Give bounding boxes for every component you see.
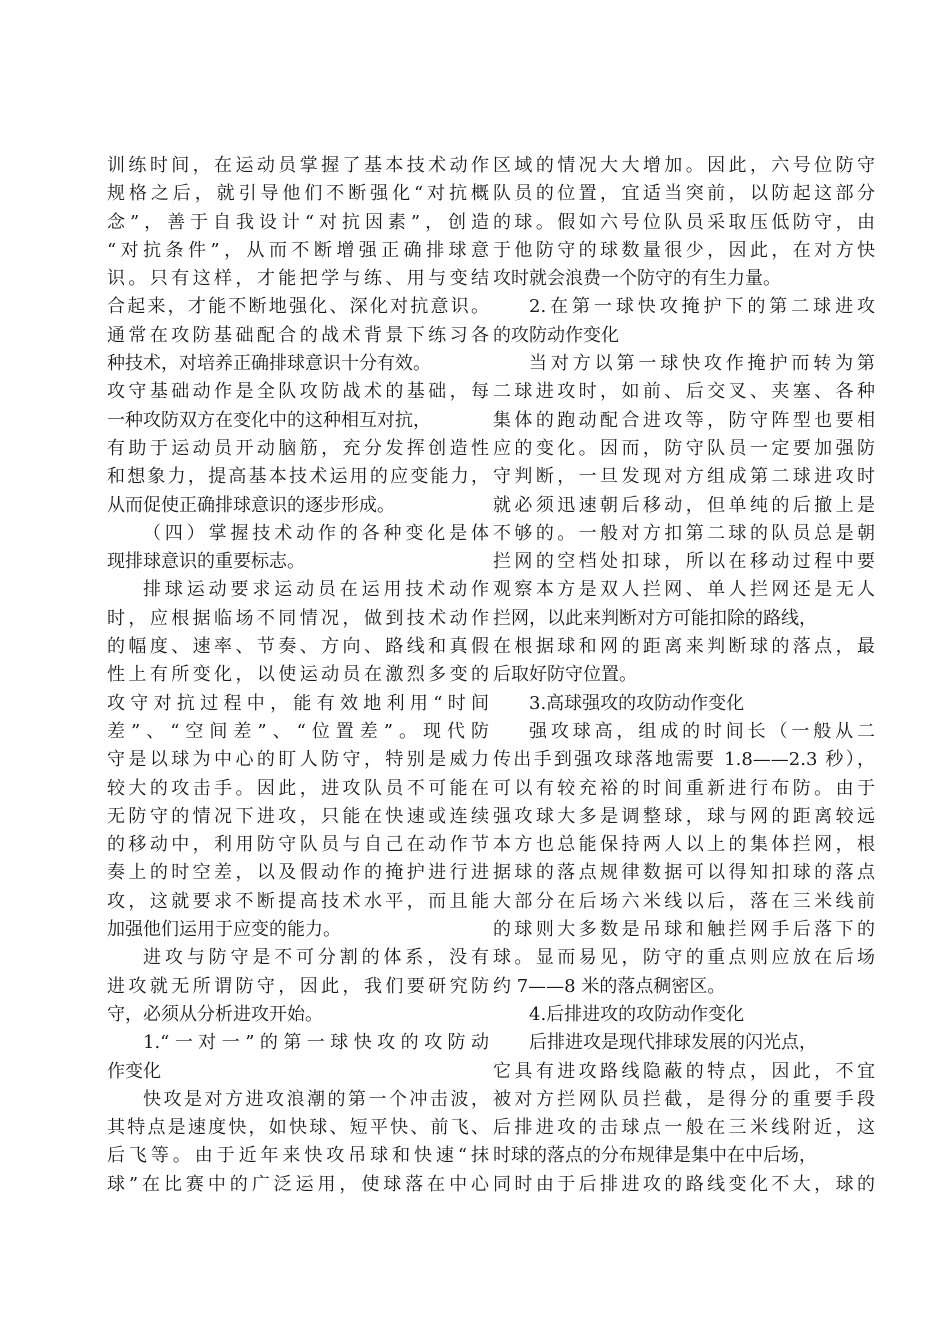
text-line: （四）掌握技术动作的各种变化是体	[143, 522, 489, 544]
text-line: 约 7——8 米的落点稠密区。	[493, 975, 726, 997]
text-line: 球。显而易见，防守的重点则应放在后场	[493, 947, 875, 969]
text-line: 较大的攻击手。因此，进攻队员不可能在	[107, 777, 489, 799]
text-line: 就必须迅速朝后移动，但单纯的后撤上是	[493, 494, 875, 516]
text-line: 大部分在后场六米线以后，落在三米线前	[493, 890, 875, 912]
text-line: 传出手到强攻球落地需要 1.8——2.3 秒），	[493, 749, 875, 771]
text-line: 当对方以第一球快攻作掩护而转为第	[529, 353, 875, 375]
text-line: 它具有进攻路线隐蔽的特点，因此，不宜	[493, 1060, 875, 1082]
text-line: 二球进攻时，如前、后交叉、夹塞、各种	[493, 381, 875, 403]
text-line: 1.“一对一”的第一球快攻的攻防动	[143, 1032, 489, 1054]
text-line: 观察本方是双人拦网、单人拦网还是无人	[493, 579, 875, 601]
text-line: 4.后排进攻的攻防动作变化	[529, 1003, 745, 1025]
text-line: 同时由于后排进攻的路线变化不大，球的	[493, 1173, 875, 1195]
text-line: 的球。假如六号位队员采取压低防守，由	[493, 211, 875, 233]
text-line: 一种攻防双方在变化中的这种相互对抗，	[107, 409, 431, 431]
text-line: 奏上的时空差，以及假动作的掩护进行进	[107, 862, 489, 884]
text-line: 强攻球大多是调整球，球与网的距离较远	[493, 805, 875, 827]
text-line: 应的变化。因而，防守队员一定要加强防	[493, 437, 875, 459]
text-line: 在根据球和网的距离来判断球的落点，最	[493, 636, 875, 658]
text-line: 作变化	[107, 1060, 161, 1082]
text-line: 通常在攻防基础配合的战术背景下练习各	[107, 324, 489, 346]
text-line: 守是以球为中心的盯人防守，特别是威力	[107, 749, 489, 771]
text-line: 时球的落点的分布规律是集中在中后场，	[493, 1145, 817, 1167]
text-line: 后排进攻的击球点一般在三米线附近，这	[493, 1117, 875, 1139]
text-line: 的幅度、速率、节奏、方向、路线和真假	[107, 636, 489, 658]
text-line: 差”、“空间差”、“位置差”。现代防	[107, 720, 489, 742]
text-line: 守，必须从分析进攻开始。	[107, 1003, 323, 1025]
text-line: 排球运动要求运动员在运用技术动作	[143, 579, 489, 601]
text-line: 守判断，一旦发现对方组成第二球进攻时	[493, 466, 875, 488]
text-line: 识。只有这样，才能把学与练、用与变结	[107, 268, 489, 290]
text-line: 有助于运动员开动脑筋，充分发挥创造性	[107, 437, 489, 459]
text-line: 念”，善于自我设计“对抗因素”，创造	[107, 211, 489, 233]
text-line: 于他防守的球数量很少，因此，在对方快	[493, 239, 875, 261]
text-line: 训练时间，在运动员掌握了基本技术动作	[107, 155, 489, 176]
text-line: 后取好防守位置。	[493, 664, 637, 686]
text-line: 进攻与防守是不可分割的体系，没有	[143, 947, 489, 969]
left-text-column	[107, 152, 489, 1199]
text-line: 集体的跑动配合进攻等，防守阵型也要相	[493, 409, 875, 431]
text-line: 无防守的情况下进攻，只能在快速或连续	[107, 805, 489, 827]
text-line: 的球则大多数是吊球和触拦网手后落下的	[493, 919, 875, 941]
text-line: 其特点是速度快，如快球、短平快、前飞、	[107, 1117, 489, 1139]
text-line: 据球的落点规律数据可以得知扣球的落点	[493, 862, 875, 884]
text-line: 3.高球强攻的攻防动作变化	[529, 692, 745, 714]
text-line: 被对方拦网队员拦截，是得分的重要手段	[493, 1088, 875, 1110]
text-line: 攻，这就要求不断提高技术水平，而且能	[107, 890, 489, 912]
text-line: 从而促使正确排球意识的逐步形成。	[107, 494, 395, 516]
text-line: 合起来，才能不断地强化、深化对抗意识。	[107, 296, 489, 318]
text-line: 性上有所变化，以使运动员在激烈多变的	[107, 664, 489, 686]
text-line: 和想象力，提高基本技术运用的应变能力，	[107, 466, 489, 488]
text-line: 的攻防动作变化	[493, 324, 619, 346]
text-line: 后飞等。由于近年来快攻吊球和快速“抹	[107, 1145, 489, 1167]
text-line: 快攻是对方进攻浪潮的第一个冲击波，	[143, 1088, 489, 1110]
text-line: 攻时就会浪费一个防守的有生力量。	[493, 268, 781, 290]
text-line: 本方也总能保持两人以上的集体拦网，根	[493, 834, 875, 856]
text-line: 拦网的空档处扣球，所以在移动过程中要	[493, 551, 875, 573]
text-line: 种技术，对培养正确排球意识十分有效。	[107, 353, 431, 375]
text-line: 可以有较充裕的时间重新进行布防。由于	[493, 777, 875, 799]
text-line: 不够的。一般对方扣第二球的队员总是朝	[493, 522, 875, 544]
text-line: 的移动中，利用防守队员与自己在动作节	[107, 834, 489, 856]
text-line: 时，应根据临场不同情况，做到技术动作	[107, 607, 489, 629]
text-line: “对抗条件”，从而不断增强正确排球意	[107, 239, 489, 261]
text-line: 进攻就无所谓防守，因此，我们要研究防	[107, 975, 489, 997]
right-text-column	[493, 152, 875, 1199]
text-line: 队员的位置，宜适当突前，以防起这部分	[493, 183, 875, 205]
text-line: 加强他们运用于应变的能力。	[107, 919, 341, 941]
text-line: 攻守对抗过程中，能有效地利用“时间	[107, 692, 489, 714]
text-line: 规格之后，就引导他们不断强化“对抗概	[107, 183, 489, 205]
text-line: 强攻球高，组成的时间长（一般从二	[529, 720, 875, 742]
text-line: 球”在比赛中的广泛运用，使球落在中心	[107, 1173, 489, 1195]
text-line: 拦网，以此来判断对方可能扣除的路线，	[493, 607, 817, 629]
text-line: 后排进攻是现代排球发展的闪光点，	[529, 1032, 817, 1054]
text-line: 攻守基础动作是全队攻防战术的基础，每	[107, 381, 489, 403]
text-line: 2.在第一球快攻掩护下的第二球进攻	[529, 296, 875, 318]
text-line: 现排球意识的重要标志。	[107, 551, 305, 573]
text-line: 区域的情况大大增加。因此，六号位防守	[493, 155, 875, 176]
